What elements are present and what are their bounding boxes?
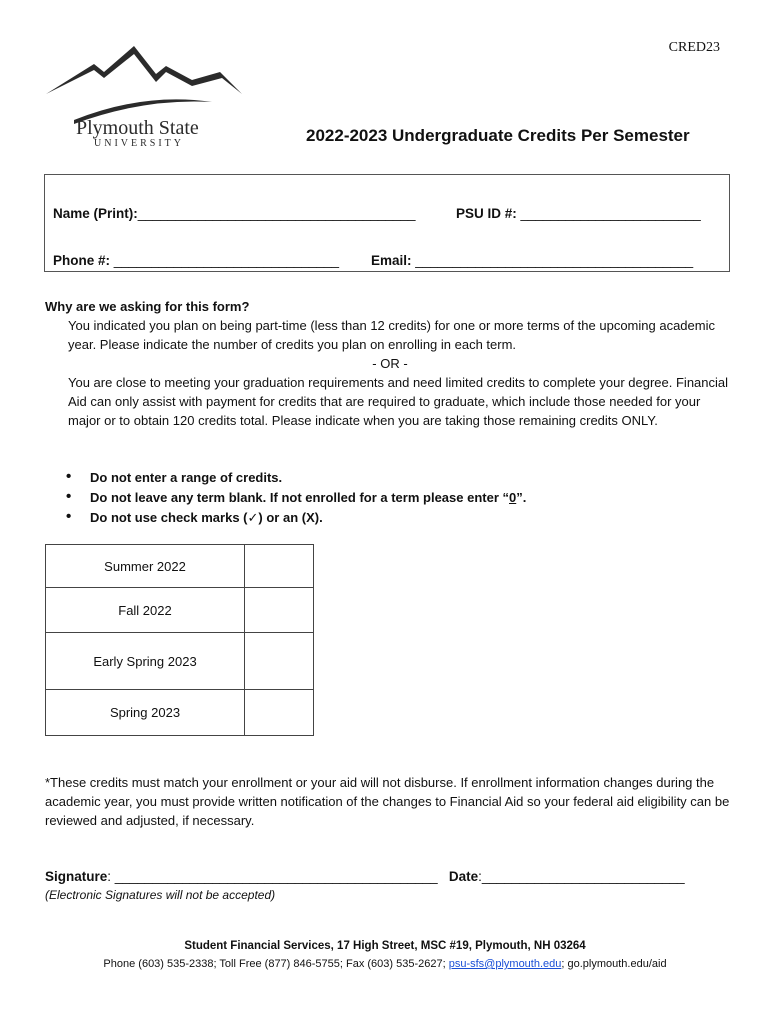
table-row bbox=[46, 690, 314, 736]
page-title: 2022-2023 Undergraduate Credits Per Semester bbox=[306, 126, 690, 145]
why-paragraph-2: You are close to meeting your graduation requirements and need limited credits to complete your degree. Financial Aid can only assist with payment for credits that are required to graduate, which include those needed for your major or to obtain 120 credits total. Please indicate when you are taking those remaining credits ONLY. bbox=[68, 375, 729, 428]
footer-address: Student Financial Services, 17 High Street, MSC #19, Plymouth, NH 03264 bbox=[184, 940, 586, 952]
phone-field[interactable] bbox=[53, 253, 339, 268]
footer-phones: Phone (603) 535-2338; Toll Free (877) 846-5755; Fax (603) 535-2627; bbox=[103, 958, 449, 970]
psu-id-label: PSU ID #: bbox=[456, 206, 517, 221]
signature-row bbox=[45, 869, 685, 884]
university-logo bbox=[44, 42, 244, 152]
psu-id-line[interactable]: ________________________ bbox=[520, 206, 701, 221]
signature-note: (Electronic Signatures will not be accepted) bbox=[45, 888, 276, 902]
name-line[interactable]: _____________________________________ bbox=[137, 206, 416, 221]
psu-id-field[interactable] bbox=[456, 206, 701, 221]
email-label: Email: bbox=[371, 253, 412, 268]
credits-table bbox=[45, 544, 314, 736]
check-mark-icon: ✓ bbox=[247, 510, 259, 525]
term-credits-input[interactable] bbox=[245, 545, 314, 588]
date-label: Date bbox=[448, 869, 479, 884]
table-row bbox=[46, 633, 314, 690]
rule-text: Do not leave any term blank. If not enrolled for a term please enter “ bbox=[90, 490, 509, 505]
term-credits-input[interactable] bbox=[245, 588, 314, 633]
term-label: Fall 2022 bbox=[46, 588, 245, 633]
why-or: - OR - bbox=[372, 356, 408, 371]
term-credits-input[interactable] bbox=[245, 633, 314, 690]
name-field[interactable] bbox=[53, 206, 416, 221]
email-field[interactable] bbox=[371, 253, 693, 268]
term-label: Summer 2022 bbox=[46, 545, 245, 588]
rule-item bbox=[66, 468, 526, 488]
table-row bbox=[46, 588, 314, 633]
rule-item bbox=[66, 488, 526, 508]
name-label: Name (Print): bbox=[53, 206, 138, 221]
rule-item bbox=[66, 508, 526, 528]
phone-label: Phone #: bbox=[53, 253, 111, 268]
why-section bbox=[45, 297, 735, 430]
disclaimer-note: *These credits must match your enrollment or your aid will not disburse. If enrollment information changes during the academic year, you must provide written notification of the changes to Financial Aid so your federal aid eligibility can be reviewed and adjusted, if necessary. bbox=[45, 775, 730, 828]
rule-text: Do not enter a range of credits. bbox=[90, 470, 283, 485]
why-question: Why are we asking for this form? bbox=[45, 299, 250, 314]
footer-contact bbox=[0, 958, 770, 970]
student-info-box bbox=[44, 174, 730, 272]
term-label: Spring 2023 bbox=[46, 690, 245, 736]
phone-line[interactable]: ______________________________ bbox=[113, 253, 340, 268]
logo-name: Plymouth State bbox=[76, 117, 199, 139]
rules-list bbox=[66, 468, 526, 528]
term-label: Early Spring 2023 bbox=[46, 633, 245, 690]
logo-subtitle: UNIVERSITY bbox=[94, 138, 184, 149]
form-code: CRED23 bbox=[668, 40, 720, 55]
date-line[interactable]: :___________________________ bbox=[478, 869, 685, 884]
email-line[interactable]: _____________________________________ bbox=[415, 253, 694, 268]
rule-text: Do not use check marks ( bbox=[90, 510, 248, 525]
signature-line[interactable]: : ___________________________________________ bbox=[107, 869, 438, 884]
signature-label: Signature bbox=[45, 869, 108, 884]
table-row bbox=[46, 545, 314, 588]
footer-website: ; go.plymouth.edu/aid bbox=[561, 958, 667, 970]
footer-email-link[interactable]: psu-sfs@plymouth.edu bbox=[448, 958, 562, 970]
rule-text-end: ) or an (X). bbox=[258, 510, 323, 525]
rule-zero: 0 bbox=[509, 490, 517, 505]
rule-text-end: ”. bbox=[516, 490, 527, 505]
why-paragraph-1: You indicated you plan on being part-time (less than 12 credits) for one or more terms of the upcoming academic year. Please indicate the number of credits you plan on enrolling in each term. bbox=[68, 318, 715, 352]
term-credits-input[interactable] bbox=[245, 690, 314, 736]
mountain-logo-icon bbox=[44, 42, 244, 152]
